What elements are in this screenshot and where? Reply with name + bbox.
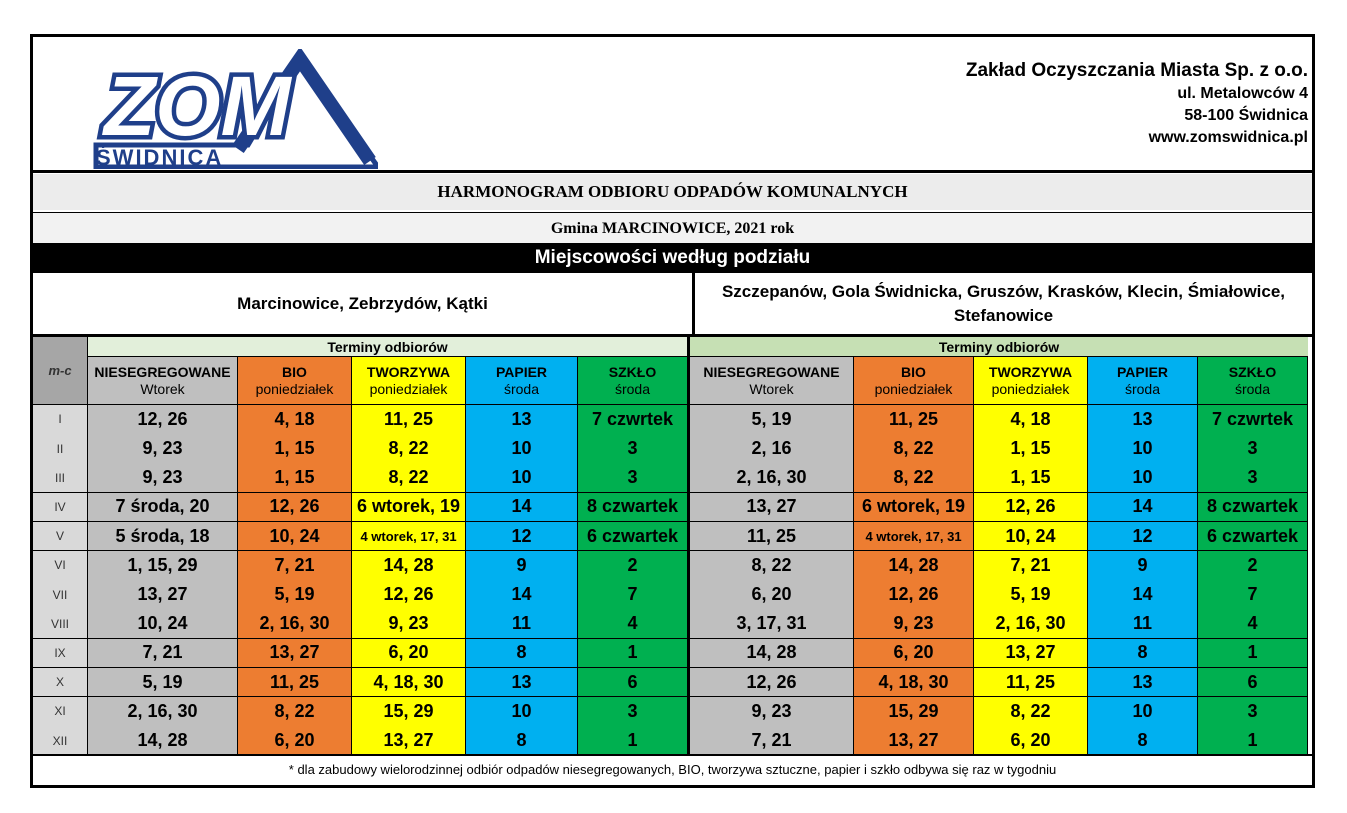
- company-name: Zakład Oczyszczania Miasta Sp. z o.o.: [965, 60, 1308, 81]
- schedule-cell: 8: [1088, 726, 1198, 756]
- schedule-cell: 10: [1088, 697, 1198, 727]
- schedule-cell: 7, 21: [88, 639, 238, 669]
- schedule-cell: 10, 24: [238, 522, 352, 552]
- schedule-cell: 9, 23: [88, 463, 238, 493]
- zom-logo-graphic: [88, 49, 378, 169]
- schedule-cell: 8, 22: [690, 551, 854, 581]
- schedule-cell: 4 wtorek, 17, 31: [352, 522, 466, 552]
- schedule-cell: 13, 27: [854, 726, 974, 756]
- column-day: środa: [1234, 380, 1271, 397]
- schedule-cell: 1, 15, 29: [88, 551, 238, 581]
- column-name: PAPIER: [495, 363, 548, 380]
- column-name: TWORZYWA: [988, 363, 1073, 380]
- schedule-cell: 2, 16, 30: [238, 609, 352, 639]
- schedule-cell: 2, 16, 30: [690, 463, 854, 493]
- schedule-cell: 6: [1198, 668, 1308, 698]
- page-title: HARMONOGRAM ODBIORU ODPADÓW KOMUNALNYCH: [33, 174, 1312, 210]
- terms-header-group-1: Terminy odbiorów: [88, 337, 690, 357]
- schedule-cell: 7: [1198, 580, 1308, 610]
- schedule-cell: 10: [466, 463, 578, 493]
- schedule-cell: 6 czwartek: [1198, 522, 1308, 552]
- schedule-cell: 7 czwrtek: [1198, 405, 1308, 435]
- schedule-cell: 7, 21: [238, 551, 352, 581]
- schedule-cell: 4: [1198, 609, 1308, 639]
- column-header-bio: [854, 357, 974, 405]
- schedule-cell: 14: [466, 493, 578, 523]
- page-subtitle: Gmina MARCINOWICE, 2021 rok: [33, 212, 1312, 243]
- column-name: PAPIER: [1116, 363, 1169, 380]
- schedule-cell: 14: [466, 580, 578, 610]
- schedule-cell: 4: [578, 609, 690, 639]
- schedule-cell: 12: [1088, 522, 1198, 552]
- schedule-cell: 14, 28: [88, 726, 238, 756]
- schedule-cell: 9: [1088, 551, 1198, 581]
- schedule-cell: 14, 28: [690, 639, 854, 669]
- column-header-papier: [466, 357, 578, 405]
- schedule-cell: 10: [466, 434, 578, 464]
- month-label: VIII: [33, 609, 88, 639]
- schedule-cell: 10: [466, 697, 578, 727]
- column-day: Wtorek: [749, 380, 794, 397]
- schedule-cell: 7: [578, 580, 690, 610]
- schedule-cell: 8, 22: [854, 434, 974, 464]
- month-label: IX: [33, 639, 88, 669]
- schedule-cell: 13: [1088, 405, 1198, 435]
- schedule-cell: 5, 19: [238, 580, 352, 610]
- column-day: poniedziałek: [255, 380, 334, 397]
- logo-top-text: ZOM: [104, 59, 291, 153]
- schedule-cell: 1, 15: [974, 463, 1088, 493]
- schedule-cell: 12, 26: [974, 493, 1088, 523]
- schedule-cell: 13: [466, 668, 578, 698]
- schedule-cell: 15, 29: [854, 697, 974, 727]
- schedule-cell: 10: [1088, 463, 1198, 493]
- schedule-cell: 7, 21: [690, 726, 854, 756]
- column-header-szkło: [1198, 357, 1308, 405]
- schedule-cell: 2: [578, 551, 690, 581]
- schedule-cell: 3: [1198, 463, 1308, 493]
- schedule-cell: 1, 15: [238, 434, 352, 464]
- schedule-cell: 8: [466, 639, 578, 669]
- schedule-cell: 10, 24: [974, 522, 1088, 552]
- column-name: NIESEGREGOWANE: [94, 363, 231, 380]
- month-label: X: [33, 668, 88, 698]
- schedule-cell: 14, 28: [854, 551, 974, 581]
- column-header-niesegregowane: [88, 357, 238, 405]
- column-name: BIO: [901, 363, 926, 380]
- schedule-cell: 4, 18, 30: [854, 668, 974, 698]
- month-column-header: m-c: [33, 337, 88, 405]
- schedule-cell: 1, 15: [974, 434, 1088, 464]
- schedule-cell: 6 wtorek, 19: [854, 493, 974, 523]
- company-website: www.zomswidnica.pl: [1148, 129, 1308, 146]
- month-label: XII: [33, 726, 88, 756]
- schedule-cell: 4, 18, 30: [352, 668, 466, 698]
- schedule-cell: 13: [466, 405, 578, 435]
- schedule-cell: 6, 20: [690, 580, 854, 610]
- schedule-cell: 7 środa, 20: [88, 493, 238, 523]
- schedule-cell: 12, 26: [238, 493, 352, 523]
- schedule-cell: 13: [1088, 668, 1198, 698]
- schedule-cell: 12, 26: [88, 405, 238, 435]
- schedule-cell: 1: [578, 726, 690, 756]
- schedule-cell: 5 środa, 18: [88, 522, 238, 552]
- schedule-cell: 2, 16, 30: [974, 609, 1088, 639]
- month-label: V: [33, 522, 88, 552]
- schedule-cell: 3: [1198, 434, 1308, 464]
- schedule-cell: 6, 20: [238, 726, 352, 756]
- schedule-cell: 1: [578, 639, 690, 669]
- schedule-cell: 9, 23: [854, 609, 974, 639]
- column-day: środa: [614, 380, 651, 397]
- schedule-cell: 3, 17, 31: [690, 609, 854, 639]
- schedule-cell: 13, 27: [974, 639, 1088, 669]
- schedule-cell: 14: [1088, 493, 1198, 523]
- month-label: II: [33, 434, 88, 464]
- zom-logo: [88, 49, 378, 169]
- column-day: poniedziałek: [991, 380, 1070, 397]
- schedule-cell: 11: [466, 609, 578, 639]
- schedule-cell: 8, 22: [238, 697, 352, 727]
- schedule-cell: 6, 20: [352, 639, 466, 669]
- schedule-cell: 1: [1198, 726, 1308, 756]
- schedule-cell: 10, 24: [88, 609, 238, 639]
- month-label: VI: [33, 551, 88, 581]
- column-day: środa: [1124, 380, 1161, 397]
- schedule-cell: 8: [466, 726, 578, 756]
- schedule-cell: 7 czwrtek: [578, 405, 690, 435]
- schedule-cell: 5, 19: [974, 580, 1088, 610]
- company-info: [966, 59, 1308, 149]
- schedule-cell: 8 czwartek: [578, 493, 690, 523]
- schedule-cell: 13, 27: [352, 726, 466, 756]
- column-name: SZKŁO: [608, 363, 657, 380]
- schedule-cell: 9, 23: [352, 609, 466, 639]
- schedule-cell: 3: [578, 463, 690, 493]
- schedule-cell: 11, 25: [854, 405, 974, 435]
- company-street: ul. Metalowców 4: [1177, 85, 1308, 102]
- schedule-cell: 8, 22: [352, 434, 466, 464]
- column-header-szkło: [578, 357, 690, 405]
- schedule-cell: 6 wtorek, 19: [352, 493, 466, 523]
- month-label: IV: [33, 493, 88, 523]
- column-name: NIESEGREGOWANE: [703, 363, 840, 380]
- schedule-cell: 14: [1088, 580, 1198, 610]
- schedule-cell: 6: [578, 668, 690, 698]
- schedule-cell: 5, 19: [690, 405, 854, 435]
- schedule-cell: 9: [466, 551, 578, 581]
- divider: [33, 170, 1312, 173]
- schedule-cell: 11, 25: [974, 668, 1088, 698]
- schedule-cell: 11: [1088, 609, 1198, 639]
- schedule-cell: 11, 25: [690, 522, 854, 552]
- month-label: III: [33, 463, 88, 493]
- schedule-cell: 11, 25: [238, 668, 352, 698]
- schedule-cell: 9, 23: [690, 697, 854, 727]
- schedule-cell: 5, 19: [88, 668, 238, 698]
- schedule-cell: 4, 18: [238, 405, 352, 435]
- schedule-cell: 13, 27: [88, 580, 238, 610]
- towns-group-1: Marcinowice, Zebrzydów, Kątki: [33, 273, 695, 334]
- schedule-cell: 14, 28: [352, 551, 466, 581]
- column-header-niesegregowane: [690, 357, 854, 405]
- schedule-cell: 4, 18: [974, 405, 1088, 435]
- schedule-cell: 2, 16, 30: [88, 697, 238, 727]
- schedule-cell: 9, 23: [88, 434, 238, 464]
- schedule-cell: 8 czwartek: [1198, 493, 1308, 523]
- schedule-cell: 6 czwartek: [578, 522, 690, 552]
- schedule-cell: 8, 22: [854, 463, 974, 493]
- column-header-tworzywa: [352, 357, 466, 405]
- footnote: * dla zabudowy wielorodzinnej odbiór odpadów niesegregowanych, BIO, tworzywa sztuczne, papier i szkło odbywa się raz w tygodniu: [288, 762, 1057, 777]
- month-label: VII: [33, 580, 88, 610]
- schedule-cell: 3: [578, 697, 690, 727]
- column-header-papier: [1088, 357, 1198, 405]
- schedule-cell: 10: [1088, 434, 1198, 464]
- schedule-cell: 8, 22: [352, 463, 466, 493]
- schedule-cell: 8: [1088, 639, 1198, 669]
- schedule-cell: 12, 26: [854, 580, 974, 610]
- schedule-cell: 3: [578, 434, 690, 464]
- column-day: poniedziałek: [369, 380, 448, 397]
- towns-group-2: Szczepanów, Gola Świdnicka, Gruszów, Krasków, Klecin, Śmiałowice, Stefanowice: [695, 273, 1312, 334]
- schedule-cell: 6, 20: [854, 639, 974, 669]
- schedule-cell: 2, 16: [690, 434, 854, 464]
- column-day: środa: [503, 380, 540, 397]
- schedule-cell: 4 wtorek, 17, 31: [854, 522, 974, 552]
- schedule-cell: 7, 21: [974, 551, 1088, 581]
- column-name: BIO: [282, 363, 307, 380]
- terms-header-group-2: Terminy odbiorów: [690, 337, 1308, 357]
- schedule-cell: 2: [1198, 551, 1308, 581]
- column-header-tworzywa: [974, 357, 1088, 405]
- section-title: Miejscowości według podziału: [33, 243, 1312, 273]
- schedule-cell: 1: [1198, 639, 1308, 669]
- column-name: SZKŁO: [1228, 363, 1277, 380]
- month-label: XI: [33, 697, 88, 727]
- schedule-cell: 12: [466, 522, 578, 552]
- column-header-bio: [238, 357, 352, 405]
- schedule-cell: 8, 22: [974, 697, 1088, 727]
- schedule-cell: 3: [1198, 697, 1308, 727]
- column-name: TWORZYWA: [366, 363, 451, 380]
- column-day: poniedziałek: [874, 380, 953, 397]
- schedule-cell: 13, 27: [690, 493, 854, 523]
- schedule-cell: 12, 26: [690, 668, 854, 698]
- schedule-cell: 12, 26: [352, 580, 466, 610]
- schedule-cell: 13, 27: [238, 639, 352, 669]
- schedule-document: [30, 34, 1315, 788]
- logo-bottom-text: ŚWIDNICA: [96, 145, 224, 169]
- company-city: 58-100 Świdnica: [1184, 107, 1308, 124]
- schedule-cell: 1, 15: [238, 463, 352, 493]
- schedule-cell: 15, 29: [352, 697, 466, 727]
- column-day: Wtorek: [140, 380, 185, 397]
- month-label: I: [33, 405, 88, 435]
- schedule-cell: 6, 20: [974, 726, 1088, 756]
- schedule-cell: 11, 25: [352, 405, 466, 435]
